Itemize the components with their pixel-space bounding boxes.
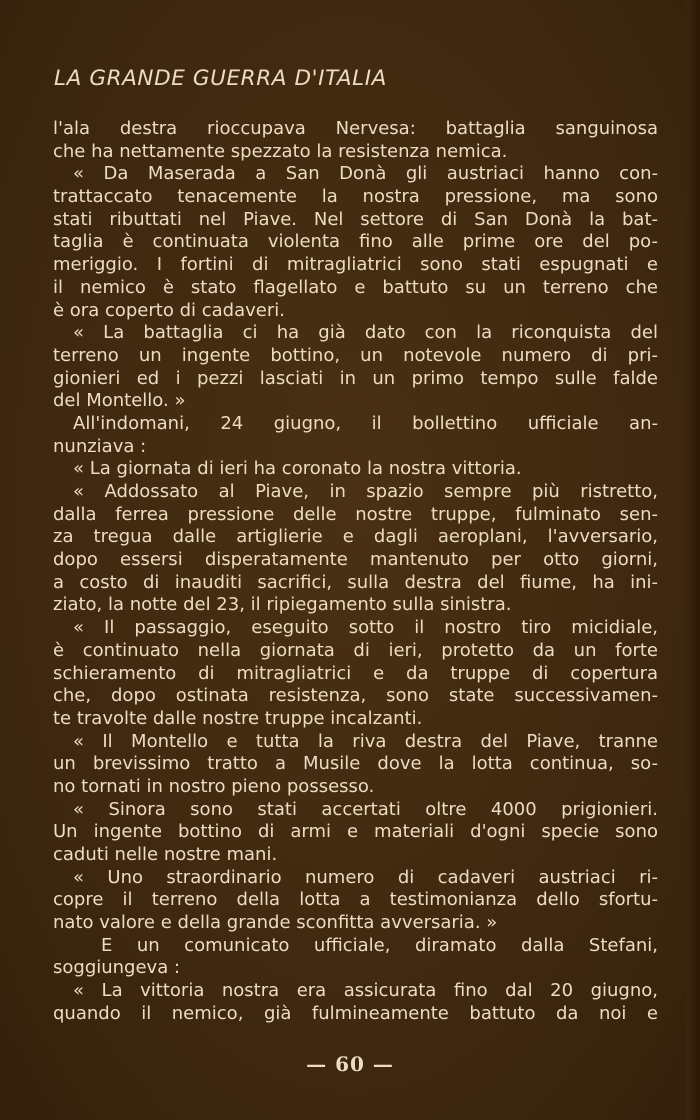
- text-line: « Sinora sono stati accertati oltre 4000 prigionieri.: [73, 798, 658, 820]
- text-line: che ha nettamente spezzato la resistenza nemica.: [53, 140, 508, 162]
- text-line: nunziava :: [53, 435, 147, 457]
- text-line: soggiungeva :: [53, 957, 181, 979]
- text-line: dopo essersi disperatamente mantenuto per otto giorni,: [53, 549, 658, 571]
- text-line: ziato, la notte del 23, il ripiegamento sulla sinistra.: [53, 594, 512, 616]
- text-line: « La battaglia ci ha già dato con la riconquista del: [73, 322, 658, 344]
- text-line: gionieri ed i pezzi lasciati in un primo tempo sulle falde: [53, 367, 658, 389]
- running-head: LA GRANDE GUERRA D'ITALIA: [54, 66, 387, 91]
- text-line: nato valore e della grande sconfitta avversaria. »: [53, 912, 498, 934]
- text-line: no tornati in nostro pieno possesso.: [53, 775, 375, 797]
- text-line: « Da Maserada a San Donà gli austriaci hanno con-: [73, 163, 658, 185]
- text-line: dalla ferrea pressione delle nostre truppe, fulminato sen-: [53, 503, 658, 525]
- text-line: « La giornata di ieri ha coronato la nostra vittoria.: [73, 458, 522, 480]
- text-line: « La vittoria nostra era assicurata fino dal 20 giugno,: [73, 980, 658, 1002]
- text-line: che, dopo ostinata resistenza, sono state successivamen-: [53, 685, 658, 707]
- page-number: — 60 —: [306, 1052, 394, 1076]
- text-line: taglia è continuata violenta fino alle prime ore del po-: [53, 231, 658, 253]
- text-line: stati ributtati nel Piave. Nel settore di San Donà la bat-: [53, 208, 658, 230]
- text-line: « Il Montello e tutta la riva destra del Piave, tranne: [73, 730, 658, 752]
- text-line: « Uno straordinario numero di cadaveri austriaci ri-: [73, 866, 658, 888]
- body-text: [53, 118, 658, 1026]
- text-line: Un ingente bottino di armi e materiali d'ogni specie sono: [53, 821, 658, 843]
- text-line: caduti nelle nostre mani.: [53, 844, 278, 865]
- text-line: è ora coperto di cadaveri.: [53, 299, 285, 321]
- text-line: schieramento di mitragliatrici e da truppe di copertura: [53, 662, 658, 684]
- text-line: « Il passaggio, eseguito sotto il nostro tiro micidiale,: [73, 617, 658, 639]
- text-line: copre il terreno della lotta a testimonianza dello sfortu-: [53, 889, 658, 911]
- text-line: è continuato nella giornata di ieri, protetto da un forte: [53, 639, 658, 661]
- text-line: All'indomani, 24 giugno, il bollettino ufficiale an-: [73, 412, 658, 434]
- text-line: il nemico è stato flagellato e battuto su un terreno che: [53, 276, 658, 298]
- text-line: terreno un ingente bottino, un notevole numero di pri-: [53, 344, 658, 366]
- text-line: un brevissimo tratto a Musile dove la lotta continua, so-: [53, 753, 658, 775]
- text-line: E un comunicato ufficiale, diramato dalla Stefani,: [101, 934, 658, 956]
- text-line: l'ala destra rioccupava Nervesa: battaglia sanguinosa: [53, 118, 658, 139]
- text-line: te travolte dalle nostre truppe incalzanti.: [53, 707, 423, 729]
- text-line: za tregua dalle artiglierie e dagli aeroplani, l'avversario,: [53, 526, 658, 548]
- text-line: meriggio. I fortini di mitragliatrici sono stati espugnati e: [53, 254, 658, 276]
- page-spine-edge: [686, 0, 700, 1120]
- text-line: trattaccato tenacemente la nostra pressione, ma sono: [53, 186, 658, 208]
- text-line: a costo di inauditi sacrifici, sulla destra del fiume, ha ini-: [53, 571, 658, 593]
- text-line: del Montello. »: [53, 390, 186, 412]
- text-line: quando il nemico, già fulmineamente battuto da noi e: [53, 1002, 658, 1024]
- text-line: « Addossato al Piave, in spazio sempre più ristretto,: [73, 481, 658, 502]
